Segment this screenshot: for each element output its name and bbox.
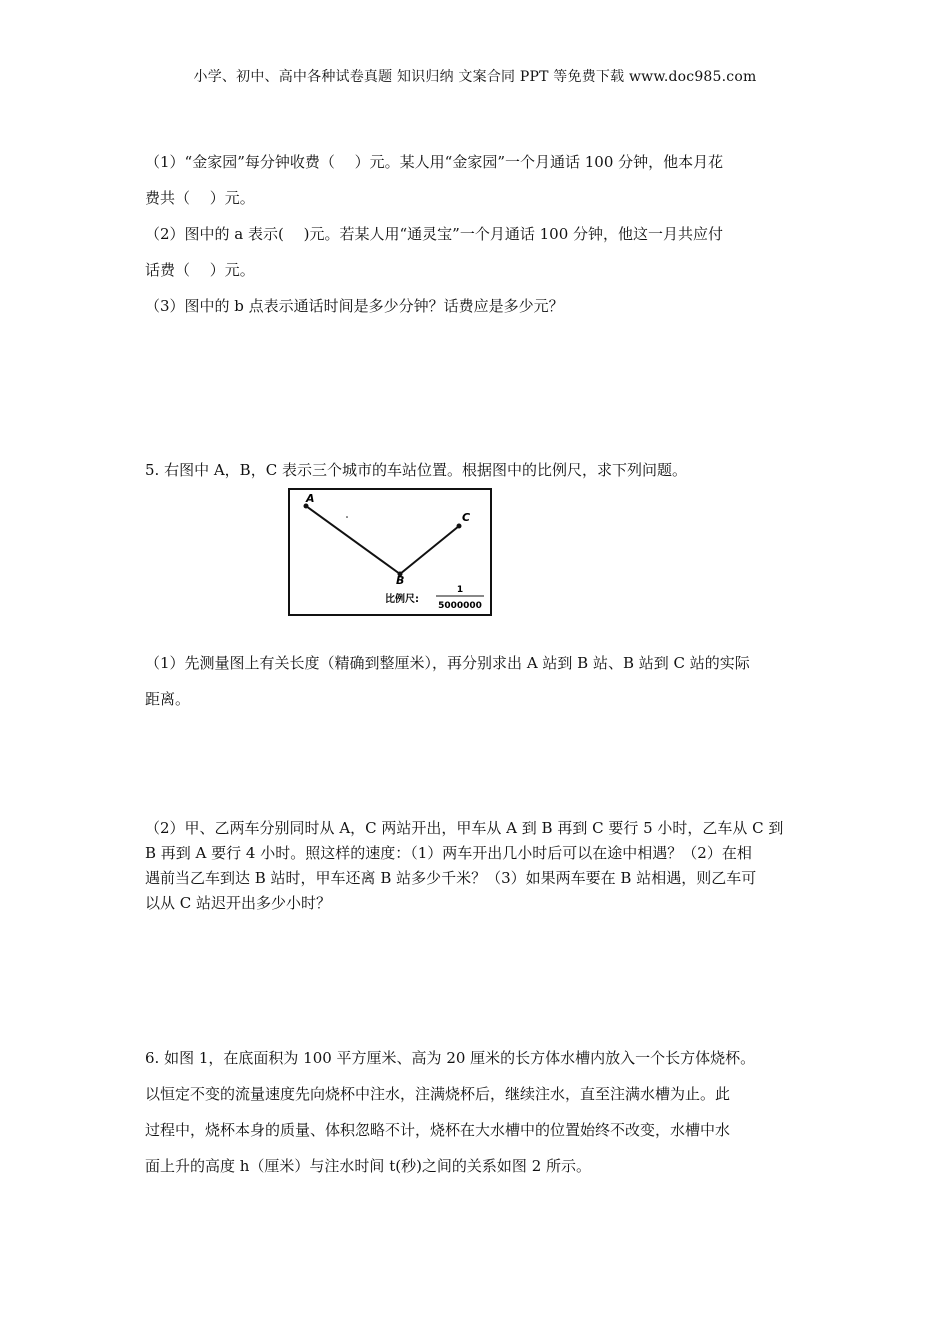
station-map-svg [288,488,492,616]
stray-mark [346,516,348,518]
station-map-figure [288,488,492,616]
q6-line2: 以恒定不变的流量速度先向烧杯中注水，注满烧杯后，继续注水，直至注满水槽为止。此 [145,1085,731,1103]
q6-line3: 过程中，烧杯本身的质量、体积忽略不计，烧杯在大水槽中的位置始终不改变，水槽中水 [145,1121,731,1139]
q4-part1-line2: 费共（ ）元。 [145,189,255,207]
q4-part2-line1: （2）图中的 a 表示( )元。若某人用“通灵宝”一个月通话 100 分钟，他这一月共应付 [145,225,724,243]
station-c-label: C [462,511,471,524]
q6-line4: 面上升的高度 h（厘米）与注水时间 t(秒)之间的关系如图 2 所示。 [145,1157,592,1175]
q5-part2-line2: B 再到 A 要行 4 小时。照这样的速度：（1）两车开出几小时后可以在途中相遇？（2）在相 [145,844,752,862]
station-c-point [457,524,462,529]
q4-part1-line1: （1）“金家园”每分钟收费（ ）元。某人用“金家园”一个月通话 100 分钟，他本月花 [145,153,724,171]
q6-line1: 6. 如图 1，在底面积为 100 平方厘米、高为 20 厘米的长方体水槽内放入一个长方体烧杯。 [145,1049,756,1067]
scale-label: 比例尺: [385,594,419,605]
q5-part2-line3: 遇前当乙车到达 B 站时，甲车还离 B 站多少千米？（3）如果两车要在 B 站相遇，则乙车可 [145,869,757,887]
q5-part2-line4: 以从 C 站迟开出多少小时？ [145,894,332,912]
station-b-label: B [396,574,405,587]
station-a-label: A [306,492,315,505]
scale-denominator: 5000000 [438,601,482,611]
q5-part1-line1: （1）先测量图上有关长度（精确到整厘米），再分别求出 A 站到 B 站、B 站到 C 站的实际 [145,654,750,672]
page-header: 小学、初中、高中各种试卷真题 知识归纳 文案合同 PPT 等免费下载 www.doc985.com [193,69,757,85]
q5-part1-line2: 距离。 [145,690,191,708]
scale-numerator: 1 [456,585,464,595]
q4-part3-line1: （3）图中的 b 点表示通话时间是多少分钟？话费应是多少元？ [145,297,564,315]
q4-part2-line2: 话费（ ）元。 [145,261,255,279]
q5-part2-line1: （2）甲、乙两车分别同时从 A，C 两站开出，甲车从 A 到 B 再到 C 要行 5 小时，乙车从 C 到 [145,819,784,837]
q5-intro: 5. 右图中 A，B，C 表示三个城市的车站位置。根据图中的比例尺，求下列问题。 [145,461,687,479]
